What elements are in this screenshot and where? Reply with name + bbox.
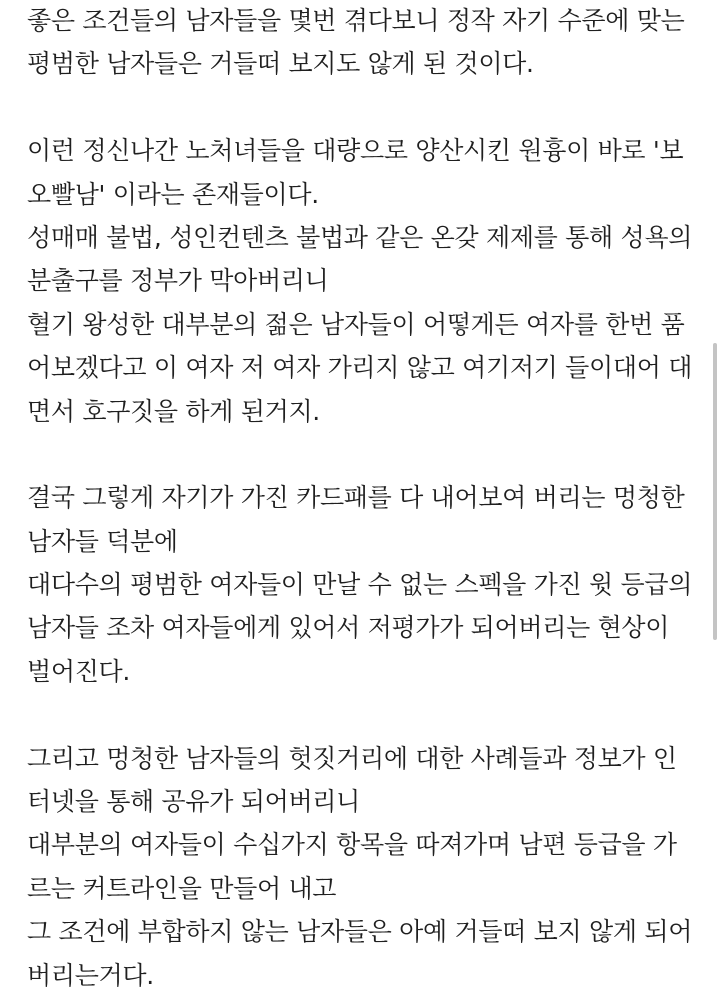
text-line: 남자들 조차 여자들에게 있어서 저평가가 되어버리는 현상이 — [27, 613, 670, 643]
paragraph-gap — [27, 86, 699, 129]
text-line: 이런 정신나간 노처녀들을 대량으로 양산시킨 원흉이 바로 '보 — [27, 136, 684, 166]
text-line: 오빨남' 이라는 존재들이다. — [27, 179, 319, 209]
scrollbar[interactable] — [713, 343, 717, 640]
text-line: 르는 커트라인을 만들어 내고 — [27, 873, 337, 903]
paragraph-gap — [27, 693, 699, 736]
paragraph-gap — [27, 433, 699, 476]
text-line: 면서 호구짓을 하게 된거지. — [27, 396, 320, 426]
paragraph-1 — [27, 0, 699, 86]
text-line: 평범한 남자들은 거들떠 보지도 않게 된 것이다. — [27, 49, 534, 79]
text-line: 결국 그렇게 자기가 가진 카드패를 다 내어보여 버리는 멍청한 — [27, 483, 685, 513]
text-line: 그 조건에 부합하지 않는 남자들은 아예 거들떠 보지 않게 되어 — [27, 917, 693, 947]
text-line: 성매매 불법, 성인컨텐츠 불법과 같은 온갖 제제를 통해 성욕의 — [27, 222, 693, 252]
text-line: 어보겠다고 이 여자 저 여자 가리지 않고 여기저기 들이대어 대 — [27, 353, 693, 383]
paragraph-4 — [27, 737, 699, 997]
text-line: 남자들 덕분에 — [27, 526, 178, 556]
paragraph-2 — [27, 129, 699, 433]
text-line: 대다수의 평범한 여자들이 만날 수 없는 스펙을 가진 윗 등급의 — [27, 570, 693, 600]
article-body — [27, 0, 699, 997]
text-line: 좋은 조건들의 남자들을 몇번 겪다보니 정작 자기 수준에 맞는 — [27, 6, 685, 35]
text-line: 벌어진다. — [27, 656, 131, 686]
text-line: 터넷을 통해 공유가 되어버리니 — [27, 787, 360, 817]
text-line: 대부분의 여자들이 수십가지 항목을 따져가며 남편 등급을 가 — [27, 830, 677, 860]
text-line: 그리고 멍청한 남자들의 헛짓거리에 대한 사례들과 정보가 인 — [27, 743, 677, 773]
text-line: 분출구를 정부가 막아버리니 — [27, 266, 329, 296]
text-line: 혈기 왕성한 대부분의 젊은 남자들이 어떻게든 여자를 한번 품 — [27, 309, 685, 339]
text-line: 버리는거다. — [27, 960, 154, 990]
paragraph-3 — [27, 476, 699, 693]
